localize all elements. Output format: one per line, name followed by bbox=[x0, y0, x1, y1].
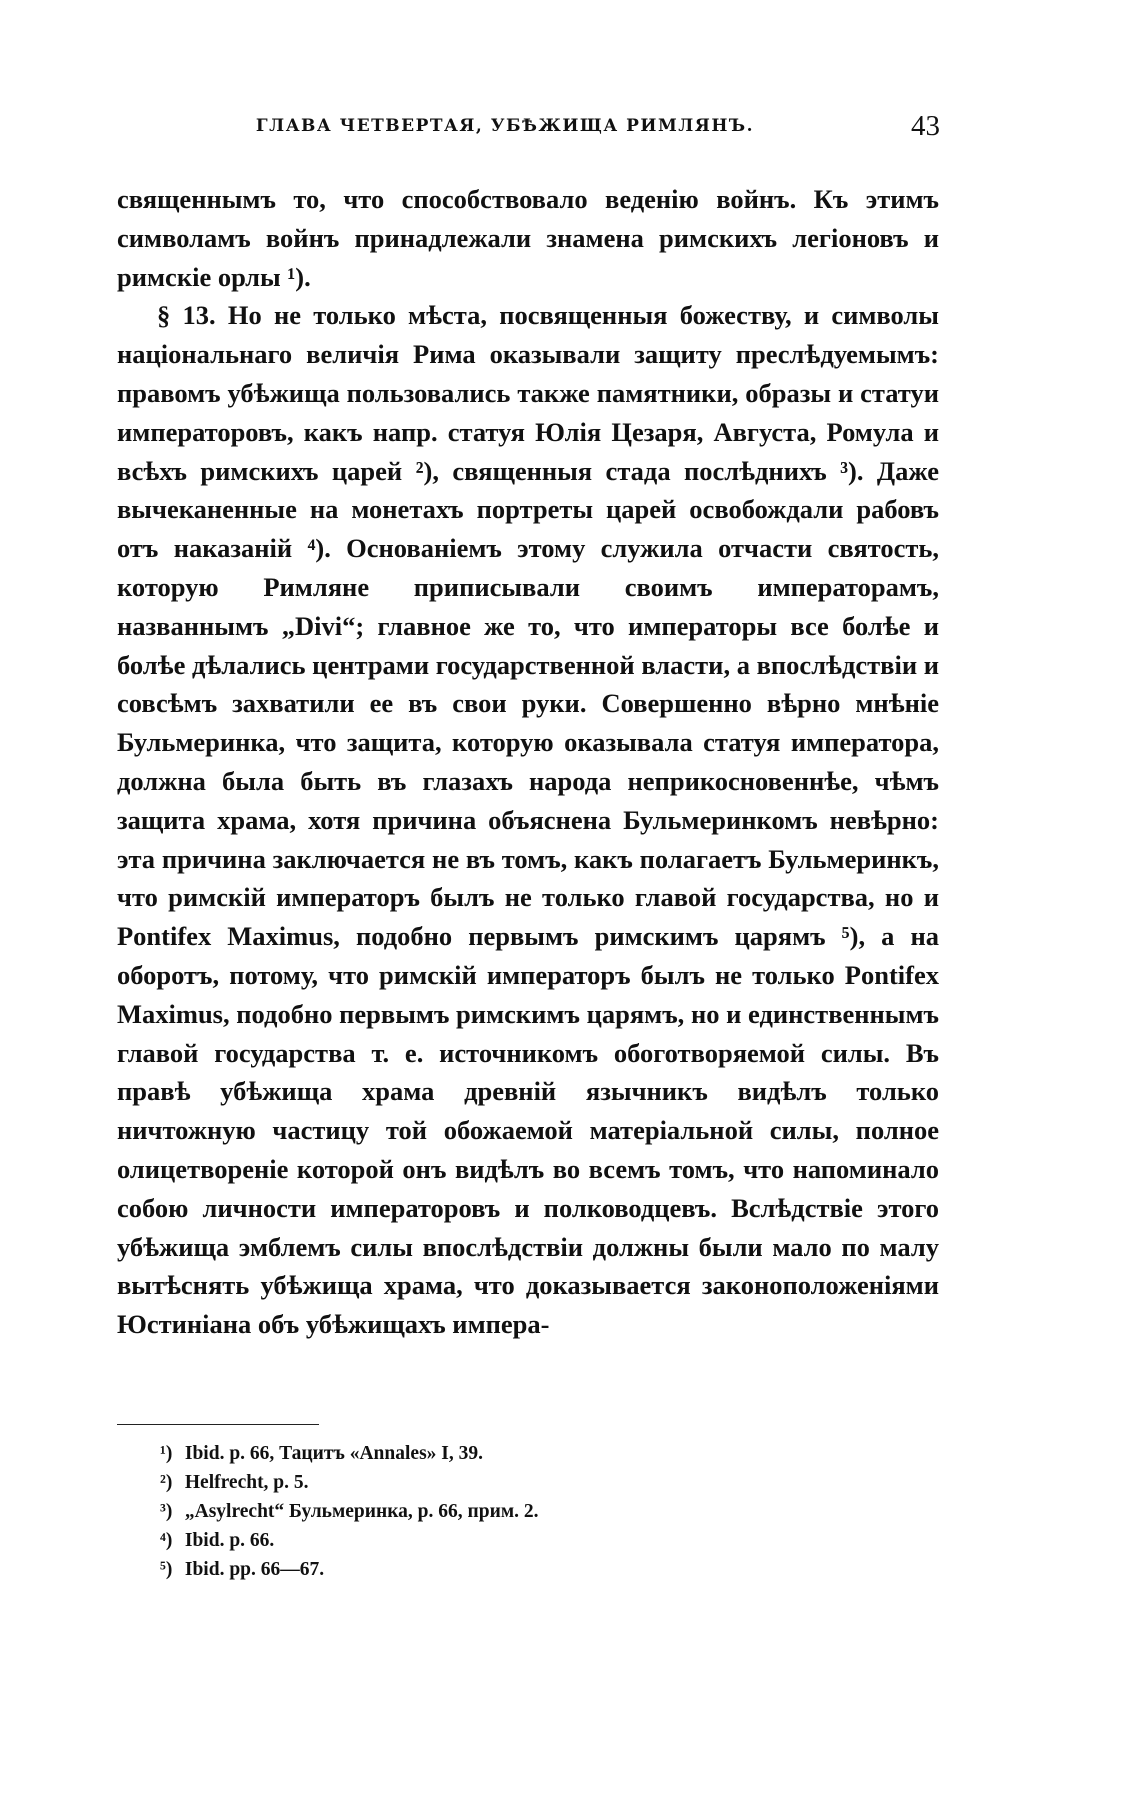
footnote-text: Helfrecht, p. 5. bbox=[184, 1472, 309, 1493]
footnote-mark: ⁴) bbox=[160, 1530, 173, 1551]
footnote-3 bbox=[160, 1497, 920, 1526]
footnote-divider bbox=[117, 1424, 319, 1425]
footnote-mark: ³) bbox=[160, 1501, 173, 1522]
footnote-mark: ⁵) bbox=[160, 1559, 173, 1580]
footnote-text: Ibid. p. 66, Тацитъ «Annales» I, 39. bbox=[184, 1443, 484, 1464]
footnote-4 bbox=[160, 1526, 920, 1555]
page-number: 43 bbox=[911, 110, 940, 142]
paragraph-section-13: § 13. Но не только мѣста, посвященныя божеству, и символы національнаго величія Рима оказывали защиту преслѣдуемымъ: правомъ убѣжища пользовались также памятники, образы и статуи императоровъ, какъ напр. статуя Юлія Цезаря, Августа, Ромула и всѣхъ римскихъ царей ²), священныя стада послѣднихъ ³). Даже вычеканенные на монетахъ портреты царей освобождали рабовъ отъ наказаній ⁴). Основаніемъ этому служила отчасти святость, которую Римляне приписывали своимъ императорамъ, названнымъ „Divi“; главное же то, что императоры все болѣе и болѣе дѣлались центрами государственной власти, а впослѣдствіи и совсѣмъ захватили ее въ свои руки. Совершенно вѣрно мнѣніе Бульмеринка, что защита, которую оказывала статуя императора, должна была быть въ глазахъ народа неприкосновеннѣе, чѣмъ защита храма, хотя причина объяснена Бульмеринкомъ невѣрно: эта причина заключается не въ томъ, какъ полагаетъ Бульмеринкъ, что римскій императоръ былъ не только главой государства, но и Pontifex Maximus, подобно первымъ римскимъ царямъ ⁵), а на оборотъ, потому, что римскій императоръ былъ не только Pontifex Maximus, подобно первымъ римскимъ царямъ, но и единственнымъ главой государства т. е. источникомъ обоготворяемой силы. Въ правѣ убѣжища храма древній язычникъ видѣлъ только ничтожную частицу той обожаемой матеріальной силы, полное олицетвореніе которой онъ видѣлъ во всемъ томъ, что напоминало собою личности императоровъ и полководцевъ. Вслѣдствіе этого убѣжища эмблемъ силы впослѣдствіи должны были мало по малу вытѣснять убѣжища храма, что доказывается законоположеніями Юстиніана объ убѣжищахъ импера- bbox=[117, 300, 939, 1340]
running-head: ГЛАВА ЧЕТВЕРТАЯ, УБѢЖИЩА РИМЛЯНЪ. bbox=[255, 116, 755, 136]
footnote-text: „Asylrecht“ Бульмеринка, p. 66, прим. 2. bbox=[184, 1501, 539, 1522]
footnote-5 bbox=[160, 1555, 920, 1584]
footnote-text: Ibid. pp. 66—67. bbox=[184, 1559, 325, 1580]
footnotes bbox=[160, 1439, 920, 1584]
footnote-1 bbox=[160, 1439, 920, 1468]
footnote-text: Ibid. p. 66. bbox=[184, 1530, 275, 1551]
footnote-mark: ¹) bbox=[160, 1443, 173, 1464]
footnote-2 bbox=[160, 1468, 920, 1497]
footnote-mark: ²) bbox=[160, 1472, 173, 1493]
main-text bbox=[117, 180, 939, 1344]
page-header bbox=[110, 110, 940, 150]
paragraph-continued: священнымъ то, что способствовало веденію войнъ. Къ этимъ символамъ войнъ принадлежали знамена римскихъ легіоновъ и римскіе орлы ¹). bbox=[117, 184, 939, 292]
